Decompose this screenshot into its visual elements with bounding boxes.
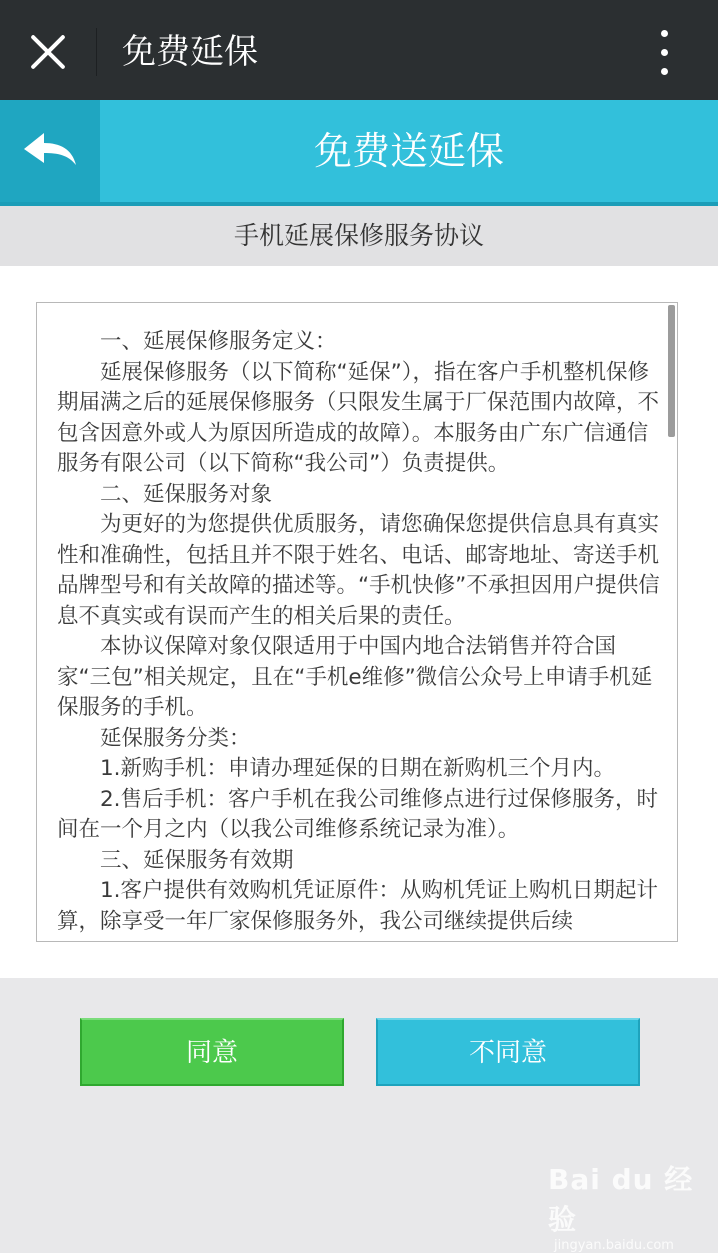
agreement-paragraph: 为更好的为您提供优质服务，请您确保您提供信息具有真实性和准确性，包括且并不限于姓名、电话、邮寄地址、寄送手机品牌型号和有关故障的描述等。“手机快修”不承担因用户提供信息不真实或有误而产生的相关后果的责任。 [57, 512, 660, 629]
disagree-button[interactable]: 不同意 [376, 1018, 640, 1086]
agreement-paragraph: 三、延保服务有效期 [100, 847, 294, 873]
back-button[interactable] [0, 100, 100, 202]
scrollbar-thumb[interactable] [668, 305, 675, 437]
page-title: 免费送延保 [313, 129, 504, 173]
page-header [0, 100, 718, 202]
window-title: 免费延保 [122, 32, 258, 72]
divider [96, 28, 97, 76]
agreement-scroll-box[interactable] [36, 302, 678, 942]
agreement-paragraph: 延展保修服务（以下简称“延保”），指在客户手机整机保修期届满之后的延展保修服务（只限发生属于厂保范围内故障，不包含因意外或人为原因所造成的故障）。本服务由广东广信通信服务有限公司（以下简称“我公司”）负责提供。 [57, 359, 660, 476]
agreement-paragraph: 二、延保服务对象 [100, 481, 273, 507]
agreement-paragraph: 本协议保障对象仅限适用于中国内地合法销售并符合国家“三包”相关规定，且在“手机e维修”微信公众号上申请手机延保服务的手机。 [57, 634, 653, 720]
agreement-paragraph: 2.售后手机：客户手机在我公司维修点进行过保修服务，时间在一个月之内（以我公司维修系统记录为准）。 [57, 786, 659, 842]
agreement-title: 手机延展保修服务协议 [0, 206, 718, 266]
back-arrow-icon [22, 131, 78, 171]
agreement-paragraph: 1.客户提供有效购机凭证原件：从购机凭证上购机日期起计算，除享受一年厂家保修服务外，我公司继续提供后续 [57, 878, 659, 934]
agreement-text [57, 327, 663, 937]
agreement-paragraph: 一、延展保修服务定义： [100, 329, 337, 354]
agree-button[interactable]: 同意 [80, 1018, 344, 1086]
agreement-paragraph: 1.新购手机：申请办理延保的日期在新购机三个月内。 [100, 756, 616, 781]
watermark-url: jingyan.baidu.com [554, 1238, 674, 1253]
baidu-watermark [548, 1158, 708, 1253]
more-vertical-icon[interactable] [652, 28, 676, 78]
watermark-logo: Bai du 经验 [548, 1163, 694, 1236]
app-top-bar [0, 0, 718, 100]
agreement-paragraph: 延保服务分类： [100, 725, 251, 751]
close-icon[interactable] [28, 32, 68, 72]
